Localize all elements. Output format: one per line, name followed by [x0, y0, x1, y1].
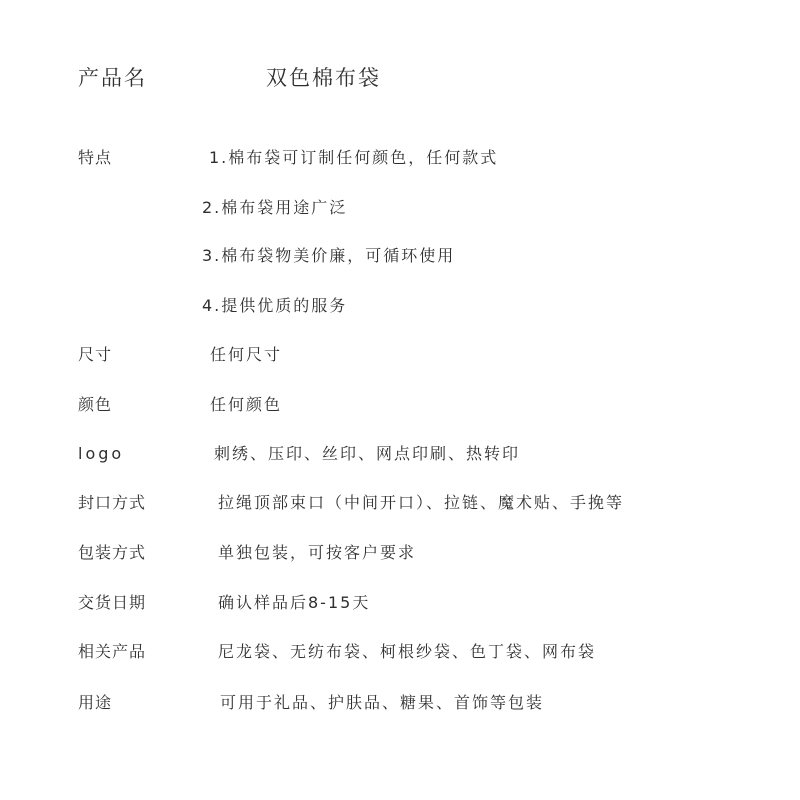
- product-name-value: 双色棉布袋: [266, 66, 381, 90]
- usage-label: 用途: [78, 693, 113, 712]
- feature-item-1: 1.棉布袋可订制任何颜色，任何款式: [209, 148, 499, 167]
- logo-label: logo: [78, 444, 125, 463]
- product-name-label: 产品名: [78, 66, 147, 90]
- features-row-2: [0, 193, 800, 223]
- color-row: [0, 390, 800, 420]
- color-value: 任何颜色: [210, 395, 283, 414]
- related-products-label: 相关产品: [78, 642, 147, 661]
- features-row: [0, 143, 800, 173]
- size-row: [0, 340, 800, 370]
- delivery-row: [0, 588, 800, 618]
- closure-label: 封口方式: [78, 493, 147, 512]
- related-products-row: [0, 637, 800, 667]
- size-label: 尺寸: [78, 345, 113, 364]
- feature-item-2: 2.棉布袋用途广泛: [202, 198, 348, 217]
- packaging-value: 单独包装，可按客户要求: [218, 543, 417, 562]
- packaging-label: 包装方式: [78, 543, 147, 562]
- features-label: 特点: [78, 148, 113, 167]
- features-row-3: [0, 241, 800, 271]
- related-products-value: 尼龙袋、无纺布袋、柯根纱袋、色丁袋、网布袋: [218, 642, 597, 661]
- delivery-value: 确认样品后8-15天: [218, 593, 371, 612]
- closure-value: 拉绳顶部束口（中间开口）、拉链、魔术贴、手挽等: [218, 493, 625, 512]
- logo-value: 刺绣、压印、丝印、网点印刷、热转印: [214, 444, 521, 463]
- logo-row: [0, 439, 800, 469]
- features-row-4: [0, 291, 800, 321]
- feature-item-4: 4.提供优质的服务: [202, 296, 348, 315]
- size-value: 任何尺寸: [210, 345, 283, 364]
- feature-item-3: 3.棉布袋物美价廉，可循环使用: [202, 246, 456, 265]
- packaging-row: [0, 538, 800, 568]
- product-name-row: [0, 63, 800, 93]
- usage-value: 可用于礼品、护肤品、糖果、首饰等包装: [220, 693, 545, 712]
- closure-row: [0, 488, 800, 518]
- usage-row: [0, 688, 800, 718]
- delivery-label: 交货日期: [78, 593, 147, 612]
- color-label: 颜色: [78, 395, 113, 414]
